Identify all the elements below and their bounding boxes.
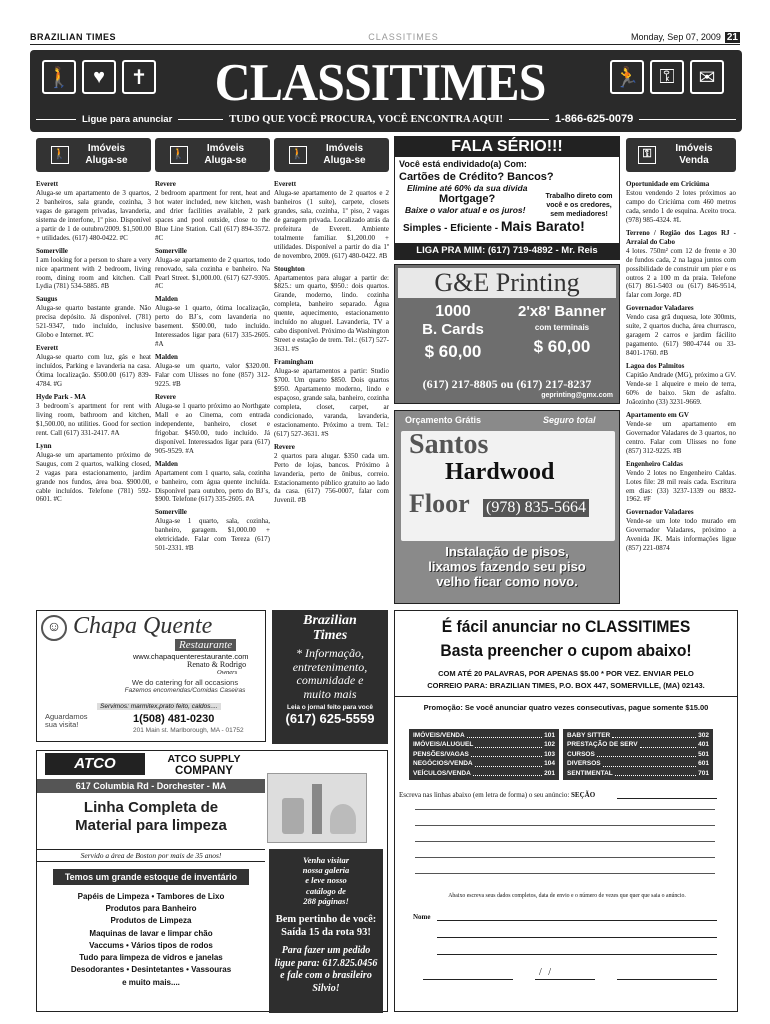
fala-serio-phone: LIGA PRA MIM: (617) 719-4892 - Mr. Reis	[395, 243, 619, 259]
banner-title: CLASSITIMES	[214, 52, 546, 112]
section-code-row: NEGÓCIOS/VENDA 104	[413, 760, 555, 768]
section-field[interactable]	[617, 798, 717, 799]
santos-phone: (978) 835-5664	[483, 499, 589, 517]
section-code-row: PRESTAÇÃO DE SERV 401	[567, 741, 709, 749]
chapa-name: Chapa Quente	[73, 613, 213, 639]
ad-line-5[interactable]	[415, 873, 715, 874]
listing-title: Lagoa dos Palmitos	[626, 362, 685, 371]
key-icon: ⚿	[638, 146, 656, 164]
atco-product-item: Papéis de Limpeza • Tambores de Lixo	[77, 892, 225, 901]
chapa-owners-label: Owners	[217, 669, 238, 676]
atco-service: Servido a área de Boston por mais de 35 anos!	[37, 849, 265, 862]
chapa-subtitle: Restaurante	[175, 639, 236, 651]
listing-title: Hyde Park - MA	[36, 392, 86, 401]
envelope-icon: ✉	[690, 60, 724, 94]
ad-line-3[interactable]	[415, 841, 715, 842]
banner-phone: 1-866-625-0079	[554, 113, 634, 125]
listing-title: Stoughton	[274, 264, 305, 273]
listing-title: Governador Valadares	[626, 508, 694, 517]
atco-gallery-invite: Venha visitar nossa galeria e leve nosso catálogo de 288 páginas!	[302, 855, 350, 906]
classified-column-2	[155, 176, 270, 608]
city-field[interactable]	[437, 954, 717, 955]
listing-title: Terreno / Região dos Lagos RJ - Arraial do Cabo	[626, 228, 736, 246]
ge-cards-offer: 1000 B. Cards $ 60,00	[422, 303, 484, 361]
listing-body: Aluga-se quarto com luz, gás e heat incluídos, Parking e lavanderia na casa. Ótima localização. $500.00 (617) 839-4784. #G	[36, 353, 151, 389]
listing-title: Governador Valadares	[626, 304, 694, 313]
listing-body: Aluga-se apartamentos a partir: Studio $700. Um quarto $850. Dois quartos $950. Apartamento moderno, lindo e espaçoso, grande sala, banheiro, cozinha completa, closet, carpet, ar condicionado, varanda, lavanderia, estacionamento. Próximo a trem. Tel.: (617) 527-3631. #S	[274, 367, 389, 438]
form-sections-right	[563, 729, 713, 780]
fala-serio-mortgage: Mortgage?	[439, 193, 496, 205]
name-field[interactable]	[437, 920, 717, 921]
times-field[interactable]	[617, 979, 717, 980]
listing-title: Everett	[36, 344, 59, 353]
listing-body: Aluga-se 1 quarto, ótima localização, perto do BJ´s, com lavanderia no basement. $500.00, tudo incluído. Interessados ligar para (617) 335-2605. #A	[155, 304, 270, 349]
brazilian-times-ad	[272, 610, 388, 744]
ad-line-2[interactable]	[415, 825, 715, 826]
section-code-row: IMÓVEIS/ALUGUEL 102	[413, 741, 555, 749]
listing-title: Somerville	[36, 246, 68, 255]
listing-title: Oportunidade em Criciúma	[626, 180, 710, 188]
listing-title: Revere	[155, 392, 176, 401]
listing-body: Vendo casa grã duquesa, lote 300mts, suíte, 2 quartos ducha, área churrasco, garagem 2 carros e jardim fácilito pagamento. (617) 980-4744 ou 33-8401-1760. #B	[626, 313, 736, 358]
listing-title: Everett	[36, 180, 59, 188]
banner-call-label: Ligue para anunciar	[82, 113, 173, 125]
form-price-line-1: COM ATÉ 20 PALAVRAS, POR APENAS $5.00 * POR VEZ. ENVIAR PELO	[438, 669, 694, 678]
banner-slogan: TUDO QUE VOCÊ PROCURA, VOCÊ ENCONTRA AQUI!	[229, 113, 503, 125]
atco-headline: Linha Completa de Material para limpeza	[75, 799, 227, 834]
listing-title: Revere	[155, 180, 176, 188]
listing-title: Lynn	[36, 441, 52, 450]
section-code-row: BABY SITTER 302	[567, 732, 709, 739]
listing-title: Malden	[155, 459, 178, 468]
chapa-website: www.chapaquenterestaurante.com	[133, 652, 249, 661]
atco-product-item: Produtos de Limpeza	[110, 916, 192, 926]
fala-serio-question: Você está endividado(a) Com:	[399, 159, 527, 169]
listing-body: I am looking for a person to share a very nice apartment with 2 bedroom, living room, dining room and kitchen. Call Lydia (781) 534-5885. #B	[36, 255, 151, 291]
section-code-row: PENSÕES/VAGAS 103	[413, 750, 555, 758]
form-name-label: Nome	[413, 913, 431, 921]
fala-serio-credit: Cartões de Crédito? Bancos?	[399, 171, 554, 183]
chapa-visit: Aguardamos sua visita!	[45, 712, 88, 730]
chapa-owners: Renato & Rodrigo	[187, 660, 247, 669]
chapa-address: 201 Main st. Marlborough, MA - 01752	[133, 727, 244, 734]
atco-address: 617 Columbia Rd - Dorchester - MA	[37, 779, 265, 793]
column-head-2: 🚶 Imóveis Aluga-se	[155, 138, 270, 172]
atco-product-item: Tudo para limpeza de vidros e janelas	[79, 953, 223, 963]
listing-body: 4 lotes. 750m² com 12 de frente e 30 de fundos cada, 2 na lagoa juntos com possibilidade de construir um píer e os outros 2 a 100 m da praia. Telefone (617) 861-5403 ou (617) 846-9514, falar com Jorge. #D	[626, 246, 736, 300]
classified-column-1	[36, 176, 151, 608]
ad-line-4[interactable]	[415, 857, 715, 858]
listing-body: Aluga-se um quarto, valor $320.00. Falar com Ulisses no fone (857) 312-9225. #B	[155, 362, 270, 389]
fala-serio-simple: Simples - Eficiente - Mais Barato!	[403, 218, 585, 234]
header-publication: BRAZILIAN TIMES	[30, 32, 116, 42]
classified-column-3	[274, 176, 389, 608]
header-section: CLASSITIMES	[368, 32, 439, 42]
listing-title: Framingham	[274, 358, 314, 367]
atco-logo: ATCO	[45, 753, 145, 775]
chapa-phone: 1(508) 481-0230	[133, 713, 215, 725]
form-note: Abaixo escreva seus dados completos, data de envio e o número de vezes que quer que saia o anúncio.	[448, 893, 686, 899]
listing-body: 2 quartos para alugar. $350 cada um. Perto de lojas, bancos. Próximo à lavanderia, perto de ônibus, correio. Estacionamento público gratuito ao lado da casa. (617) 756-0007, falar com Juvenil. #B	[274, 451, 389, 505]
listing-body: 3 bedroom´s apartment for rent with living room, bathroom and kitchen, $1,500.00, no utilities. Good for section rent. Call (617) 331-2417. #A	[36, 401, 151, 437]
listing-title: Apartamento em GV	[626, 410, 689, 419]
classified-column-5	[626, 176, 736, 608]
bt-phone: (617) 625-5559	[285, 710, 375, 726]
chef-icon: ☺	[41, 615, 67, 641]
person-walking-icon: 🚶	[289, 146, 307, 164]
listing-body: Aluga-se 1 quarto, sala, cozinha, banheiro, garagem. $1,000.00 + eletricidade. Falar com Tereza (617) 501-2331. #B	[155, 517, 270, 553]
ad-line-1[interactable]	[415, 809, 715, 810]
person-walking-icon: 🚶	[170, 146, 188, 164]
ge-printing-title: G&E Printing	[398, 268, 616, 298]
ge-banner-offer: 2'x8' Banner com terminais $ 60,00	[517, 303, 606, 356]
fala-serio-side: Trabalho direto com você e os credores, sem mediadores!	[545, 193, 613, 218]
bt-read: Leia o jornal feito para você	[287, 703, 373, 711]
section-code-row: CURSOS 501	[567, 750, 709, 758]
santos-free-quote: Orçamento Grátis	[405, 415, 482, 425]
atco-location: Bem pertinho de você: Saída 15 da rota 93!	[275, 913, 377, 938]
bt-title: Brazilian Times	[303, 613, 357, 644]
santos-floor: Floor	[409, 489, 470, 518]
section-code-row: DIVERSOS 601	[567, 760, 709, 768]
listing-title: Saugus	[36, 295, 58, 304]
chapa-serve: Servimos: marmitex,prato feito, caldos....	[97, 703, 221, 710]
atco-company: ATCO SUPPLY COMPANY	[167, 753, 241, 778]
cross-icon: ✝	[122, 60, 156, 94]
address-field[interactable]	[437, 937, 717, 938]
santos-name: Santos	[409, 429, 489, 460]
banner-icons-left	[42, 60, 156, 94]
atco-product-item: Produtos para Banheiro	[105, 904, 197, 914]
form-write-label: Escreva nas linhas abaixo (em letra de forma) o seu anúncio: SEÇÃO	[399, 791, 596, 799]
listing-body: Vendo 2 lotes no Engenheiro Caldas. Lotes file: 28 mil reais cada. Escritura em dias: (33) 3237-1339 ou 8832-1962. #F	[626, 468, 736, 504]
person-walking-icon: 🚶	[42, 60, 76, 94]
header-date: Monday, Sep 07, 2009	[630, 32, 721, 42]
cleaning-supplies-photo	[267, 773, 367, 843]
bt-tagline: * Informação, entretenimento, comunidade e muito mais	[292, 645, 368, 702]
section-code-row: VEÍCULOS/VENDA 201	[413, 769, 555, 777]
atco-stock: Temos um grande estoque de inventário	[53, 869, 249, 885]
listing-body: Aluga-se um apartamento de 3 quartos, 2 banheiros, sala grande, cozinha, 3 vagas de garagem privadas, lavanderia, sistema de interfone, 1º piso. Disponível a partir de 1 de outubro/2009. $1,500.00 + utilidades. (617) 480-0422. #C	[36, 188, 151, 242]
santos-insured: Seguro total	[543, 415, 596, 425]
page-number: 21	[726, 31, 738, 43]
atco-order: Para fazer um pedido ligue para: 617.825.0456 e fale com o brasileiro Silvio!	[274, 945, 378, 994]
listing-title: Revere	[274, 442, 295, 451]
fala-serio-title: FALA SÉRIO!!!	[395, 137, 619, 157]
listing-body: Aluga-se um apartamento próximo de Saugus, com 2 quartos, walking closed, 2 vagas para estacionamento, jardim grande nos fundos, área boa. $900.00, cable incluídos. Telefone (781) 592-0601. #C	[36, 450, 151, 504]
phone-field[interactable]	[423, 979, 513, 980]
column-head-3: 🚶 Imóveis Aluga-se	[274, 138, 389, 172]
form-price-line-2: CORREIO PARA: BRAZILIAN TIMES, P.O. BOX 447, SOMERVILLE, (MA) 02143.	[427, 681, 705, 690]
section-code-row: SENTIMENTAL 701	[567, 769, 709, 777]
listing-body: Vende-se um apartamento em Governador Valadares de 3 quartos, no centro. Falar com Ulisses no fone (857) 312-9225. #B	[626, 419, 736, 455]
heart-icon: ♥	[82, 60, 116, 94]
ge-printing-ad	[394, 264, 620, 404]
chapa-catering: We do catering for all occasions Fazemos encomendas/Comidas Caseiras	[124, 678, 246, 694]
atco-product-list	[37, 891, 265, 989]
listing-body: Capitão Andrade (MG), próximo a GV. Vende-se 1 alqueire e meio de terra, 60% de baixo. 5km de asfalto. Joãozinho (33) 3231-9669.	[626, 371, 736, 406]
atco-product-item: Maquinas de lavar e limpar chão	[89, 928, 213, 938]
listing-body: Estou vendendo 2 lotes próximos ao campo do Criciúma com 460 metros cada, sendo 1 de esquina. Aceito troca. (978) 985-4324. #L	[626, 188, 736, 224]
header-rule	[30, 44, 740, 45]
atco-supply-ad	[36, 750, 388, 1012]
listing-title: Engenheiro Caldas	[626, 459, 683, 468]
santos-hardwood: Hardwood	[445, 459, 555, 485]
key-icon: ⚿	[650, 60, 684, 94]
atco-gallery-panel	[269, 849, 383, 1013]
fala-serio-eliminate: Elimine até 60% da sua dívida	[407, 183, 528, 193]
santos-caption: Instalação de pisos, lixamos fazendo seu piso velho ficar como novo.	[428, 544, 586, 589]
person-walking-icon: 🚶	[51, 146, 69, 164]
person-running-icon: 🏃	[610, 60, 644, 94]
atco-product-item: e muito mais....	[122, 977, 180, 987]
form-promo: Promoção: Se você anunciar quatro vezes consecutivas, pague somente $15.00	[423, 703, 709, 712]
page-header	[30, 30, 740, 44]
date-field[interactable]: / /	[539, 967, 554, 978]
listing-body: Aluga-se apartamento de 2 quartos e 2 banheiros (1 suíte), carpete, closets grandes, sala, cozinha, 1º piso, 2 vagas de garagem privada. Localizado atrás da prefeitura de Everett. Ambiente totalmente familiar. $1,200.00 + utilidades. Disponível a partir do dia 1º de novembro, 2009. (617) 480-0422. #B	[274, 188, 389, 260]
form-headline-1: É fácil anunciar no CLASSITIMES	[441, 617, 691, 636]
listing-body: Aluga-se quarto bastante grande. Não precisa depósito. Já disponível. (781) 521-9347, tudo incluído, inclusive Globo e Internet. #C	[36, 304, 151, 340]
listing-title: Somerville	[155, 246, 187, 255]
listing-body: Aluga-se 1 quarto próximo ao Northgate Mall e ao Cinema, com entrada independente, banheiro, closet e frigobar. $450.00, tudo incluído. Já disponível. Interessados ligar para (617) 905-9529. #A	[155, 401, 270, 455]
fala-serio-lower: Baixe o valor atual e os juros!	[405, 205, 526, 215]
ge-email: geprinting@gmx.com	[541, 392, 613, 399]
listing-title: Malden	[155, 353, 178, 362]
listing-title: Somerville	[155, 508, 187, 517]
classified-coupon-form	[394, 610, 738, 1012]
atco-product-item: Desodorantes • Desintetantes • Vassouras	[70, 965, 232, 975]
listing-body: Vende-se um lote todo murado em Governador Valadares, próximo a Avenida JK. Mais informações ligue (857) 221-0874	[626, 517, 736, 553]
ge-phone: (617) 217-8805 ou (617) 217-8237	[422, 377, 592, 391]
listing-body: Apartament com 1 quarto, sala, cozinha e banheiro, com água quente incluída. Disponível para outubro, perto do BJ´s, $900. Telefone (617) 335-2605. #A	[155, 468, 270, 504]
column-head-5: ⚿ Imóveis Venda	[626, 138, 736, 172]
column-head-1: 🚶 Imóveis Aluga-se	[36, 138, 151, 172]
listing-body: Aluga-se apartamento de 2 quartos, todo renovado, sala cozinha e banheiro. Na Pearl Street. $1,000.00. (617) 627-9305. #C	[155, 255, 270, 291]
listing-body: 2 bedroom apartment for rent, heat and hot water included, new kitchen, wash and drier facilities available, 2 park spaces and pool outside, close to the Blue Line Station. Call (617) 894-3572. #C	[155, 188, 270, 242]
atco-product-item: Vaccums • Vários tipos de rodos	[89, 940, 213, 950]
listing-body: Apartamentos para alugar a partir de: $825.: um quarto, $950.: dois quartos. Grande, moderno, lindo. cozinha completa, banheiro separado. Água quente, aquecimento, estacionamento incluído no aluguel. Lavanderia, TV a cabo disponível. Próximo da Washington Street e estação de trem. Tel.: (617) 527-3631. #S	[274, 273, 389, 354]
section-code-row: IMÓVEIS/VENDA 101	[413, 732, 555, 739]
fala-serio-ad	[394, 136, 620, 260]
banner-icons-right	[610, 60, 724, 94]
santos-hardwood-ad	[394, 410, 620, 604]
form-sections-left	[409, 729, 559, 780]
listing-title: Everett	[274, 180, 297, 188]
form-headline-2: Basta preencher o cupom abaixo!	[440, 641, 692, 660]
listing-title: Malden	[155, 295, 178, 304]
chapa-quente-ad	[36, 610, 266, 742]
